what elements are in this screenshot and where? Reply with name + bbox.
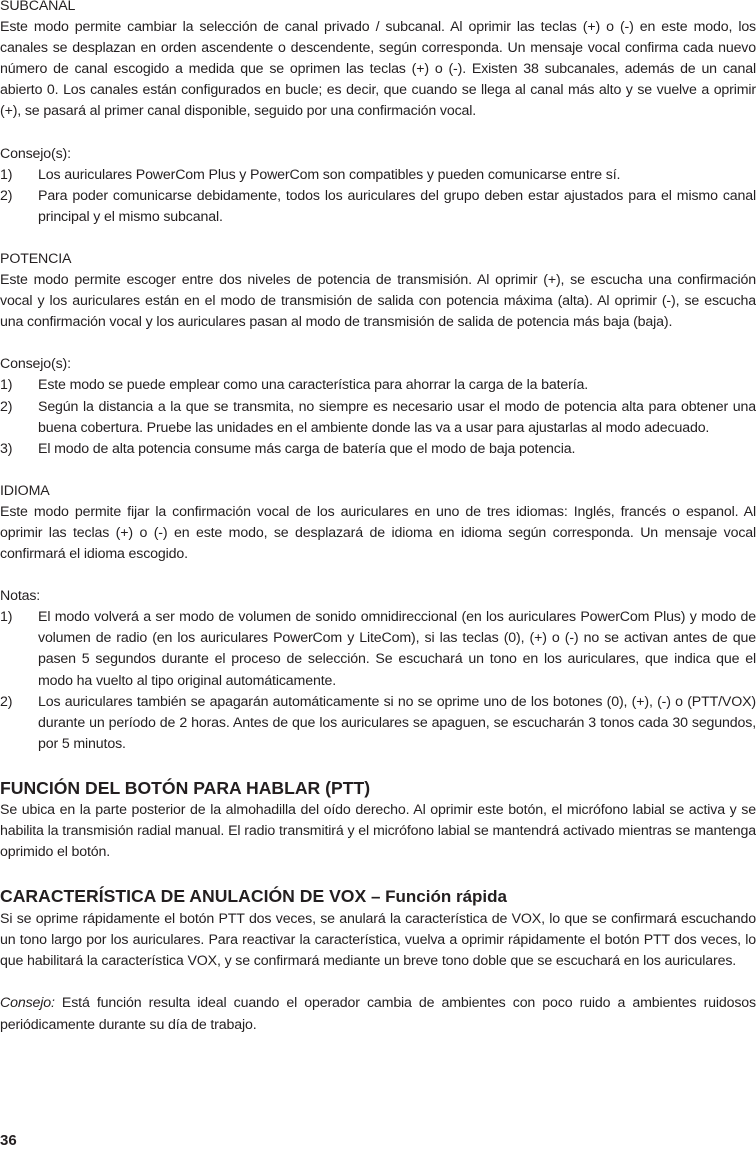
tip-vox bbox=[0, 993, 756, 1035]
tips-label-subcanal: Consejo(s): bbox=[0, 145, 71, 162]
list-item-text: Para poder comunicarse debidamente, todos los auriculares del grupo deben estar ajustados para el mismo canal principal y el mismo subcanal. bbox=[38, 187, 756, 225]
section-title-idioma: IDIOMA bbox=[0, 482, 50, 499]
list-item bbox=[0, 165, 756, 186]
list-item-text: Según la distancia a la que se transmita, no siempre es necesario usar el modo de potencia alta para obtener una buena cobertura. Pruebe las unidades en el ambiente donde las va a usar para ajustarlas al modo adecuado. bbox=[38, 398, 756, 436]
list-item-text: Los auriculares también se apagarán automáticamente si no se oprime uno de los botones (0), (+), (-) o (PTT/VOX) durante un período de 2 horas. Antes de que los auriculares se apaguen, se escucharán 3 tonos cada 30 segundos, por 5 minutos. bbox=[38, 693, 756, 752]
paragraph-ptt: Se ubica en la parte posterior de la almohadilla del oído derecho. Al oprimir este botón, el micrófono labial se activa y se habilita la transmisión radial manual. El radio transmitirá y el micrófono labial se mantendrá activado mientras se mantenga oprimido el botón. bbox=[0, 801, 756, 861]
tip-label-vox: Consejo: bbox=[0, 995, 55, 1012]
list-item-number: 1) bbox=[0, 377, 13, 394]
heading-vox-sub: – Función rápida bbox=[366, 887, 507, 907]
paragraph-idioma: Este modo permite fijar la confirmación vocal de los auriculares en uno de tres idiomas: Inglés, francés o espanol. Al oprimir las teclas (+) o (-) en este modo, se desplazará de idioma en idioma según corresponda. Un mensaje vocal confirmará el idioma escogido. bbox=[0, 503, 756, 563]
tips-list-subcanal bbox=[0, 165, 756, 228]
list-item bbox=[0, 186, 756, 228]
section-vox bbox=[0, 884, 756, 1035]
list-item-text: El modo volverá a ser modo de volumen de sonido omnidireccional (en los auriculares PowerCom Plus) y modo de volumen de radio (en los auriculares PowerCom y LiteCom), si las teclas (0), (+) o (-) no se activan antes de que pasen 5 segundos durante el proceso de selección. Se escuchará un tono en los auriculares, que indica que el modo ha vuelto al tipo original automáticamente. bbox=[38, 609, 756, 689]
list-item bbox=[0, 375, 756, 396]
list-item-number: 2) bbox=[0, 693, 13, 710]
list-item bbox=[0, 692, 756, 755]
section-idioma bbox=[0, 481, 756, 755]
paragraph-potencia: Este modo permite escoger entre dos niveles de potencia de transmisión. Al oprimir (+), se escucha una confirmación vocal y los auriculares están en el modo de transmisión de salida con potencia máxima (alta). Al oprimir (-), se escucha una confirmación vocal y los auriculares pasan al modo de transmisión de salida de potencia más baja (baja). bbox=[0, 272, 756, 331]
heading-vox-main: CARACTERÍSTICA DE ANULACIÓN DE VOX bbox=[0, 886, 367, 907]
list-item-text: El modo de alta potencia consume más carga de batería que el modo de baja potencia. bbox=[38, 440, 576, 457]
notes-label-idioma: Notas: bbox=[0, 588, 41, 605]
tips-list-potencia bbox=[0, 375, 756, 459]
list-item-number: 1) bbox=[0, 609, 13, 626]
paragraph-vox: Si se oprime rápidamente el botón PTT dos veces, se anulará la característica de VOX, lo que se confirmará escuchando un tono largo por los auriculares. Para reactivar la característica, vuelva a oprimir rápidamente el botón PTT dos veces, lo que habilitará la característica VOX, y se confirmará mediante un breve tono doble que se escuchará en los auriculares. bbox=[0, 911, 756, 970]
section-potencia bbox=[0, 249, 756, 460]
list-item-number: 3) bbox=[0, 440, 13, 457]
section-ptt bbox=[0, 776, 756, 863]
notes-list-idioma bbox=[0, 607, 756, 755]
tip-text-vox: Está función resulta ideal cuando el operador cambia de ambientes con poco ruido a ambientes ruidosos periódicamente durante su día de trabajo. bbox=[0, 995, 756, 1033]
heading-vox bbox=[0, 884, 756, 909]
heading-ptt: FUNCIÓN DEL BOTÓN PARA HABLAR (PTT) bbox=[0, 777, 371, 798]
section-subcanal bbox=[0, 0, 756, 228]
list-item bbox=[0, 607, 756, 691]
list-item-text: Los auriculares PowerCom Plus y PowerCom son compatibles y pueden comunicarse entre sí. bbox=[38, 166, 621, 183]
paragraph-subcanal: Este modo permite cambiar la selección de canal privado / subcanal. Al oprimir las teclas (+) o (-) en este modo, los canales se desplazan en orden ascendente o descendente, según corresponda. Un mensaje vocal confirma cada nuevo número de canal escogido a medida que se oprimen las teclas (+) o (-). Existen 38 subcanales, además de un canal abierto 0. Los canales están configurados en bucle; es decir, que cuando se llega al canal más alto y se vuelve a oprimir (+), se pasará al primer canal disponible, seguido por una confirmación vocal. bbox=[0, 19, 756, 120]
list-item-number: 2) bbox=[0, 187, 13, 204]
section-title-subcanal: SUBCANAL bbox=[0, 0, 76, 14]
list-item bbox=[0, 439, 756, 460]
list-item-number: 2) bbox=[0, 398, 13, 415]
list-item bbox=[0, 397, 756, 439]
tips-label-potencia: Consejo(s): bbox=[0, 356, 71, 373]
list-item-number: 1) bbox=[0, 166, 13, 183]
list-item-text: Este modo se puede emplear como una característica para ahorrar la carga de la batería. bbox=[38, 377, 589, 394]
page-number: 36 bbox=[0, 1132, 17, 1149]
section-title-potencia: POTENCIA bbox=[0, 250, 72, 267]
